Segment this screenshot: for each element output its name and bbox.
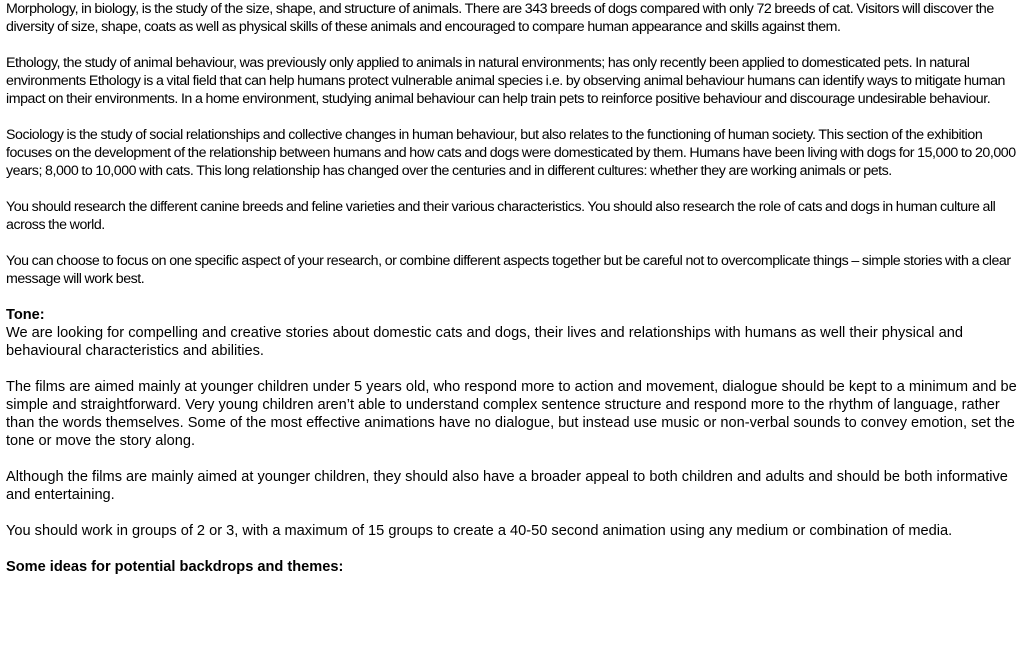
paragraph-tone: We are looking for compelling and creative stories about domestic cats and dogs, their lives and relationships with humans as well their physical and behavioural characteristics and abilities. <box>6 325 963 359</box>
paragraph-focus: You can choose to focus on one specific aspect of your research, or combine different aspects together but be careful not to overcomplicate things – simple stories with a clear message will work best. <box>6 253 1011 287</box>
document-body <box>6 0 1018 576</box>
spacer <box>6 108 1018 126</box>
paragraph-audience: The films are aimed mainly at younger children under 5 years old, who respond more to action and movement, dialogue should be kept to a minimum and be simple and straightforward. Very young children aren’t able to understand complex sentence structure and respond more to the rhythm of language, rather than the words themselves. Some of the most effective animations have no dialogue, but instead use music or non-verbal sounds to convey emotion, set the tone or move the story along. <box>6 379 1017 449</box>
heading-ideas: Some ideas for potential backdrops and themes: <box>6 559 344 575</box>
paragraph-research: You should research the different canine breeds and feline varieties and their various characteristics. You should also research the role of cats and dogs in human culture all across the world. <box>6 199 996 233</box>
spacer <box>6 234 1018 252</box>
spacer <box>6 180 1018 198</box>
heading-tone: Tone: <box>6 307 45 323</box>
spacer <box>6 360 1018 378</box>
spacer <box>6 540 1018 558</box>
spacer <box>6 36 1018 54</box>
paragraph-groups: You should work in groups of 2 or 3, with a maximum of 15 groups to create a 40-50 second animation using any medium or combination of media. <box>6 523 953 539</box>
spacer <box>6 504 1018 522</box>
paragraph-morphology: Morphology, in biology, is the study of the size, shape, and structure of animals. There are 343 breeds of dogs compared with only 72 breeds of cat. Visitors will discover the diversity of size, shape, coats as well as physical skills of these animals and encouraged to compare human appearance and skills against them. <box>6 1 994 35</box>
spacer <box>6 450 1018 468</box>
spacer <box>6 288 1018 306</box>
paragraph-ethology: Ethology, the study of animal behaviour, was previously only applied to animals in natural environments; has only recently been applied to domesticated pets. In natural environments Ethology is a vital field that can help humans protect vulnerable animal species i.e. by observing animal behaviour humans can identify ways to mitigate human impact on their environments. In a home environment, studying animal behaviour can help train pets to reinforce positive behaviour and discourage undesirable behaviour. <box>6 55 1005 107</box>
paragraph-appeal: Although the films are mainly aimed at younger children, they should also have a broader appeal to both children and adults and should be both informative and entertaining. <box>6 469 1008 503</box>
paragraph-sociology: Sociology is the study of social relationships and collective changes in human behaviour, but also relates to the functioning of human society. This section of the exhibition focuses on the development of the relationship between humans and how cats and dogs were domesticated by them. Humans have been living with dogs for 15,000 to 20,000 years; 8,000 to 10,000 with cats. This long relationship has changed over the centuries and in different cultures: whether they are working animals or pets. <box>6 127 1016 179</box>
